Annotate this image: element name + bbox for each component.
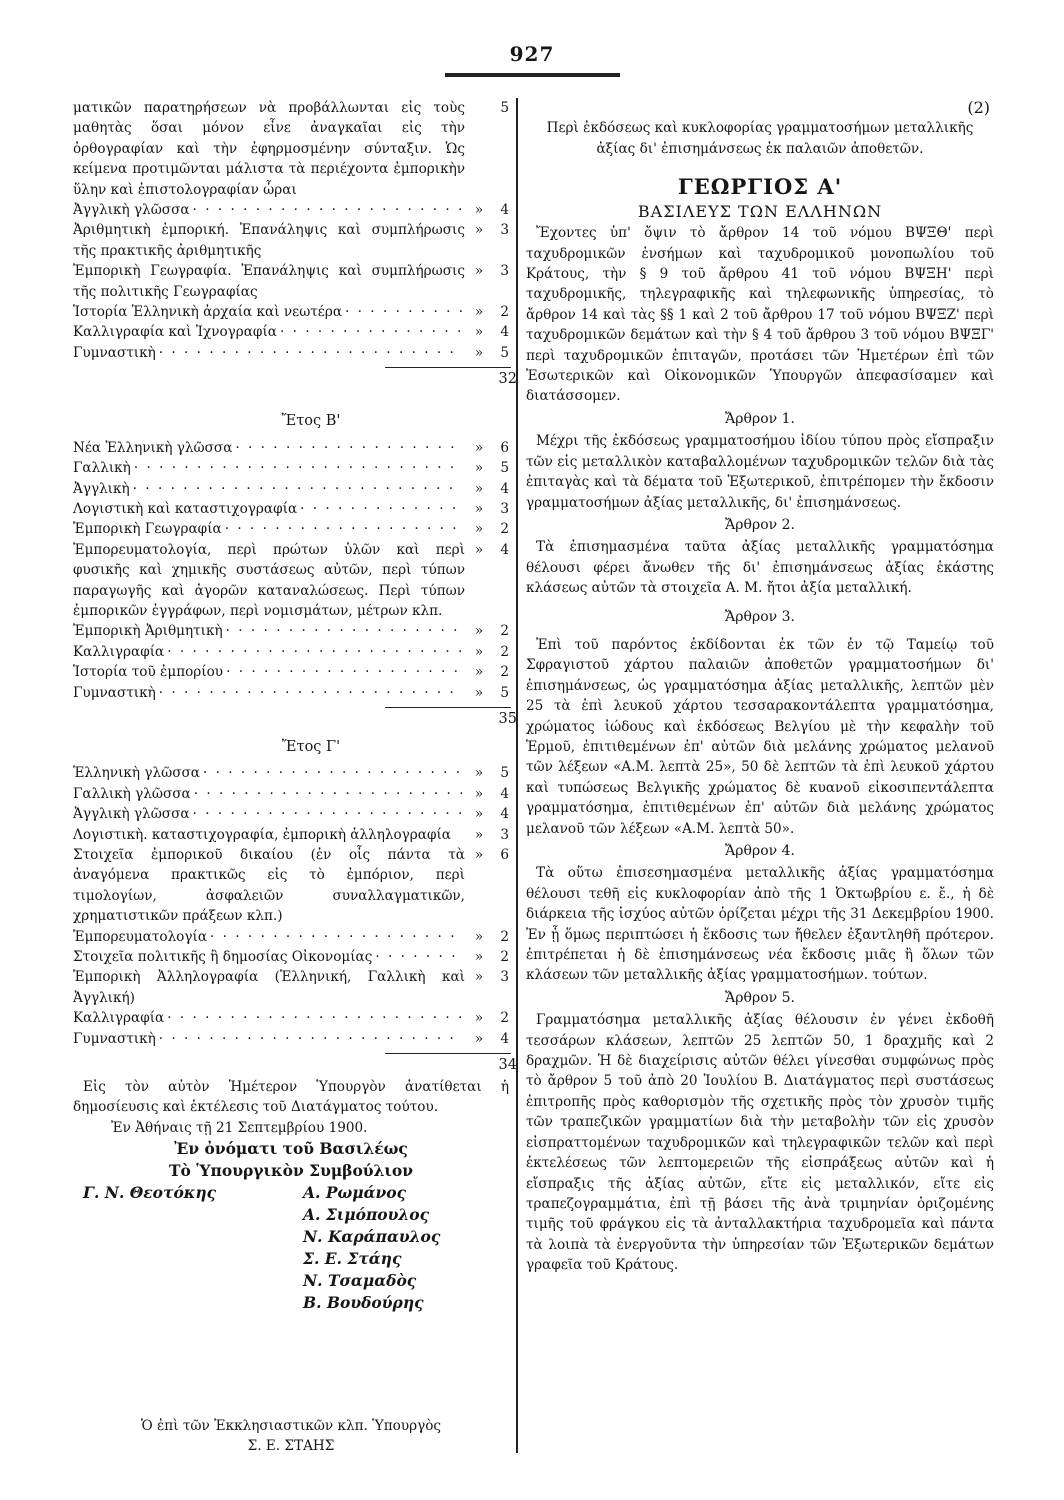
subject-hours: 4 bbox=[500, 806, 509, 823]
ditto-mark: » bbox=[474, 684, 484, 701]
header-rule bbox=[445, 73, 620, 77]
right-column bbox=[526, 98, 994, 1276]
year-b-total bbox=[73, 703, 517, 731]
leader-dots bbox=[280, 322, 462, 342]
subject-label: Ἑλληνικὴ γλῶσσα bbox=[73, 765, 200, 782]
closing-paragraph: Εἰς τὸν αὐτὸν Ἡμέτερον Ὑπουργὸν ἀνατίθεται ἡ δημοσίευσις καὶ ἐκτέλεσις τοῦ Διατάγματος τούτου. bbox=[73, 1079, 509, 1116]
year-c-total bbox=[73, 1049, 517, 1077]
ditto-mark: » bbox=[474, 928, 484, 945]
ditto-mark: » bbox=[474, 949, 484, 966]
decree-date: Ἐν Ἀθήναις τῇ 21 Σεπτεμβρίου 1900. bbox=[111, 1119, 368, 1136]
subject-row bbox=[73, 519, 509, 539]
leader-dots bbox=[225, 519, 462, 539]
minister-name: Α. Σιμόπουλος bbox=[303, 1205, 430, 1225]
subject-hours: 3 bbox=[500, 500, 509, 517]
subject-row bbox=[73, 302, 509, 322]
ditto-mark: » bbox=[474, 765, 484, 782]
subject-label: Ἀγγλικὴ γλῶσσα bbox=[73, 202, 190, 219]
subject-row bbox=[73, 927, 509, 947]
leader-dots bbox=[226, 662, 462, 682]
article-5-title: Ἄρθρον 5. bbox=[725, 989, 795, 1006]
ditto-mark: » bbox=[474, 847, 484, 863]
subject-hours: 3 bbox=[500, 222, 509, 239]
leader-dots bbox=[345, 302, 462, 322]
intro-hours: 5 bbox=[500, 100, 509, 116]
subject-hours: 4 bbox=[500, 1030, 509, 1047]
article-4-text: Τὰ οὕτω ἐπισεσημασμένα μεταλλικῆς ἀξίας γραμματόσημα θέλουσι τεθῆ εἰς κυκλοφορίαν ἀπὸ τῆς 1 Ὀκτωβρίου ε. ἔ., ἡ δὲ διάρκεια τῆς ἰσχύος αὐτῶν ὁρίζεται μέχρι τῆς 31 Δεκεμβρίου 1900. Ἐν ᾗ ὅμως περιπτώσει ἡ ἔκδοσις των ἤθελεν ἐξαντληθῆ πρότερον. ἐπιτρέπεται ἡ δὲ ἐπισημάνσεως νέα ἔκδοσις μιᾶς ἢ ὅλων τῶν κλάσεων τῶν μεταλλικῆς ἀξίας γραμματοσήμων. τούτων. bbox=[526, 865, 994, 984]
ditto-mark: » bbox=[474, 439, 484, 456]
subject-hours: 2 bbox=[500, 928, 509, 945]
subject-hours: 2 bbox=[500, 643, 509, 660]
ditto-mark: » bbox=[474, 806, 484, 823]
year-a-total bbox=[73, 363, 517, 391]
subject-hours: 5 bbox=[500, 684, 509, 701]
subject-row bbox=[73, 200, 509, 220]
footer-line-2: Σ. Ε. ΣΤΑΗΣ bbox=[247, 1438, 335, 1454]
subject-row bbox=[73, 479, 509, 499]
article-4-title: Ἄρθρον 4. bbox=[725, 843, 795, 859]
year-b-title: Ἔτος Β' bbox=[281, 413, 341, 430]
leader-dots bbox=[375, 947, 462, 967]
subject-hours: 4 bbox=[500, 541, 509, 558]
subject-row bbox=[73, 947, 509, 967]
leader-dots bbox=[159, 1029, 462, 1049]
ditto-mark: » bbox=[474, 969, 484, 986]
subject-label: Ἐμπορικὴ Ἀριθμητικὴ bbox=[73, 623, 223, 640]
subject-hours: 2 bbox=[500, 304, 509, 321]
subject-hours: 5 bbox=[500, 344, 509, 361]
subject-label: Λογιστικὴ καὶ καταστιχογραφία bbox=[73, 500, 298, 517]
subject-label: Στοιχεῖα πολιτικῆς ἢ δημοσίας Οἰκονομίας bbox=[73, 949, 373, 966]
leader-dots bbox=[193, 200, 462, 220]
leader-dots bbox=[300, 499, 462, 519]
article-1-title: Ἄρθρον 1. bbox=[725, 410, 795, 427]
king-name: ΓΕΩΡΓΙΟΣ Α' bbox=[677, 174, 843, 200]
leader-dots bbox=[193, 804, 462, 824]
ditto-mark: » bbox=[474, 785, 484, 802]
subject-label: Ἱστορία Ἑλληνικὴ ἀρχαία καὶ νεωτέρα bbox=[73, 304, 343, 321]
ditto-mark: » bbox=[474, 344, 484, 361]
subject-label: Καλλιγραφία καὶ Ἰχνογραφία bbox=[73, 324, 277, 341]
article-5-text: Γραμματόσημα μεταλλικῆς ἀξίας θέλουσιν ἐν γένει ἐκδοθῆ τεσσάρων κλάσεων, λεπτῶν 25 λεπτῶν 50, 1 δραχμῆς καὶ 2 δραχμῶν. Ἡ δὲ διαχείρισις αὐτῶν θέλει γίνεσθαι συμφώνως πρὸς τὸ ἄρθρον 5 τοῦ ἀπὸ 20 Ἰουλίου Β. Διατάγματος περὶ συστάσεως ἐπιτροπῆς πρὸς καθορισμὸν τῆς σχετικῆς πρὸς τὸν χρυσὸν τιμῆς τῶν τραπεζικῶν γραμματίων διὰ τὴν μεταβολὴν τῶν εἰς χρυσὸν εἰσπραττομένων ταχυδρομικῶν καὶ τηλεγραφικῶν τελῶν καὶ περὶ ἐκτελέσεως τῶν λεπτομερειῶν τῆς εἰσπράξεως αὐτῶν καὶ ἡ εἴσπραξις τῆς ἀξίας αὐτῶν, εἴτε εἰς μεταλλικόν, εἴτε εἰς τραπεζογραμμάτια, ἐπὶ τῇ βάσει τῆς ἀνὰ τριμηνίαν ὁριζομένης τιμῆς τοῦ φράγκου εἰς τὰ ἀνταλλακτήρια ταχυδρομεῖα καὶ πάντα τὰ λοιπὰ τὰ ἐνεργοῦντα τὴν ὑπηρεσίαν τῶν Ἐξωτερικῶν δεμάτων γραφεῖα τοῦ Κράτους. bbox=[526, 1012, 994, 1274]
subject-label: Καλλιγραφία bbox=[73, 643, 165, 660]
subject-hours: 3 bbox=[500, 826, 509, 843]
subject-row bbox=[73, 438, 509, 458]
subject-label: Γαλλικὴ bbox=[73, 460, 131, 477]
ditto-mark: » bbox=[474, 1010, 484, 1027]
leader-dots bbox=[210, 927, 462, 947]
minister-name: Σ. Ε. Στάης bbox=[303, 1249, 402, 1269]
subject-label: Ἐμπορικὴ Ἀλληλογραφία (Ἑλληνική, Γαλλικὴ καὶ Ἀγγλική) bbox=[73, 969, 465, 1006]
subject-row bbox=[73, 763, 509, 783]
leader-dots bbox=[159, 343, 462, 363]
decree-number: (2) bbox=[967, 98, 990, 117]
subject-hours: 2 bbox=[500, 949, 509, 966]
ditto-mark: » bbox=[474, 460, 484, 477]
leader-dots bbox=[235, 438, 462, 458]
subject-label: Ἱστορία τοῦ ἐμπορίου bbox=[73, 664, 224, 681]
subject-row bbox=[73, 499, 509, 519]
subject-label: Στοιχεῖα ἐμπορικοῦ δικαίου (ἐν οἷς πάντα τὰ ἀναγόμενα πρακτικῶς εἰς τὸ ἐμπόριον, περὶ τιμολογίων, ἀσφαλειῶν συναλλαγματικῶν, χρηματιστικῶν πράξεων κλπ.) bbox=[73, 847, 465, 925]
ditto-mark: » bbox=[474, 500, 484, 517]
subject-hours: 2 bbox=[500, 1010, 509, 1027]
intro-row bbox=[73, 98, 509, 200]
subject-label: Γυμναστικὴ bbox=[73, 684, 156, 701]
subject-label: Ἐμπορικὴ Γεωγραφία. Ἐπανάληψις καὶ συμπλήρωσις τῆς πολιτικῆς Γεωγραφίας bbox=[73, 263, 465, 300]
subject-row bbox=[73, 642, 509, 662]
subject-row bbox=[73, 1029, 509, 1049]
ditto-mark: » bbox=[474, 521, 484, 538]
subject-label: Γυμναστικὴ bbox=[73, 344, 156, 361]
subject-hours: 2 bbox=[500, 521, 509, 538]
year-c-subjects bbox=[73, 763, 509, 1049]
year-c-title: Ἔτος Γ' bbox=[281, 738, 341, 755]
leader-dots bbox=[134, 458, 462, 478]
minister-name: Ν. Καράπαυλος bbox=[303, 1227, 441, 1247]
leader-dots bbox=[226, 621, 462, 641]
article-2-text: Τὰ ἐπισημασμένα ταῦτα ἀξίας μεταλλικῆς γραμματόσημα θέλουσι φέρει ἄνωθεν τῆς δι' ἐπισημάνσεως ἀξίας ἑκάστης κλάσεως αὐτῶν τὰ στοιχεῖα Α. Μ. ἤτοι ἀξία μεταλλική. bbox=[526, 539, 994, 597]
column-divider bbox=[516, 98, 518, 1453]
subject-hours: 6 bbox=[500, 847, 509, 863]
subject-hours: 3 bbox=[500, 969, 509, 986]
ditto-mark: » bbox=[474, 623, 484, 640]
subject-row bbox=[73, 458, 509, 478]
left-column bbox=[73, 98, 517, 1314]
footer-line-1: Ὁ ἐπὶ τῶν Ἐκκλησιαστικῶν κλπ. Ὑπουργὸς bbox=[140, 1418, 442, 1434]
subject-row bbox=[73, 784, 509, 804]
subject-hours: 2 bbox=[500, 623, 509, 640]
preamble: Ἔχοντες ὑπ' ὄψιν τὸ ἄρθρον 14 τοῦ νόμου ΒΨΞΘ' περὶ ταχυδρομικῶν ἐνσήμων καὶ ταχυδρομικοῦ μονοπωλίου τοῦ Κράτους, τὴν § 9 τοῦ ἄρθρου 41 τοῦ νόμου ΒΨΞΗ' περὶ ταχυδρομικῆς, τηλεγραφικῆς καὶ τηλεφωνικῆς ὑπηρεσίας, τὸ ἄρθρον 14 καὶ τὰς §§ 1 καὶ 2 τοῦ ἄρθρου 17 τοῦ νόμου ΒΨΞΖ' περὶ ταχυδρομικῶν δεμάτων καὶ τὴν § 4 τοῦ ἄρθρου 3 τοῦ νόμου ΒΨΞΓ' περὶ ταχυδρομικῶν ἐπιταγῶν, προτάσει τῶν Ἡμετέρων ἐπὶ τῶν Ἐσωτερικῶν καὶ Οἰκονομικῶν Ὑπουργῶν ἀπεφασίσαμεν καὶ διατάσσομεν. bbox=[526, 225, 994, 405]
article-1-text: Μέχρι τῆς ἐκδόσεως γραμματοσήμου ἰδίου τύπου πρὸς εἴσπραξιν τῶν εἰς μεταλλικὸν καταβαλλομένων ταχυδρομικῶν τελῶν διὰ τὰς ἐπιταγὰς καὶ τὰ δέματα τοῦ Ἐξωτερικοῦ, ἐπιτρέπομεν τὴν ἔκδοσιν γραμματοσήμων ἀξίας μεταλλικῆς, δι' ἐπισημάνσεως. bbox=[526, 433, 994, 511]
subject-label: Γυμναστικὴ bbox=[73, 1030, 156, 1047]
subject-hours: 5 bbox=[500, 460, 509, 477]
ditto-mark: » bbox=[474, 222, 484, 239]
subject-label: Ἐμπορευματολογία bbox=[73, 928, 207, 945]
ministers-block bbox=[73, 1182, 509, 1314]
minister-prime: Γ. Ν. Θεοτόκης bbox=[83, 1183, 217, 1203]
minister-list bbox=[273, 1182, 440, 1314]
subject-row bbox=[73, 804, 509, 824]
subject-label: Νέα Ἑλληνικὴ γλῶσσα bbox=[73, 439, 233, 456]
king-title: ΒΑΣΙΛΕΥΣ ΤΩΝ ΕΛΛΗΝΩΝ bbox=[637, 202, 883, 222]
leader-dots bbox=[203, 763, 462, 783]
signature-line-1: Ἐν ὀνόματι τοῦ Βασιλέως bbox=[174, 1139, 408, 1159]
year-b-subjects bbox=[73, 438, 509, 703]
subject-row bbox=[73, 220, 509, 261]
subject-label: Ἐμπορευματολογία, περὶ πρώτων ὑλῶν καὶ περὶ φυσικῆς καὶ χημικῆς συστάσεως αὐτῶν, περὶ τύπων παραγωγῆς καὶ ἀγορῶν καταναλώσεως. Περὶ τύπων ἐμπορικῶν ἐγγράφων, περὶ νομισμάτων, μέτρων κλπ. bbox=[73, 541, 465, 619]
subject-hours: 6 bbox=[500, 439, 509, 456]
subject-label: Ἀγγλικὴ bbox=[73, 480, 130, 497]
subject-row bbox=[73, 343, 509, 363]
ditto-mark: » bbox=[474, 643, 484, 660]
minister-name: Α. Ρωμάνος bbox=[303, 1183, 407, 1203]
subject-row bbox=[73, 1008, 509, 1028]
page-number: 927 bbox=[509, 42, 555, 66]
subject-label: Λογιστικὴ. καταστιχογραφία, ἐμπορικὴ ἀλληλογραφία bbox=[73, 826, 451, 843]
ditto-mark: » bbox=[474, 1030, 484, 1047]
subject-row bbox=[73, 621, 509, 641]
subject-row bbox=[73, 540, 509, 622]
article-3-text: Ἐπὶ τοῦ παρόντος ἐκδίδονται ἐκ τῶν ἐν τῷ Ταμείῳ τοῦ Σφραγιστοῦ χάρτου παλαιῶν ἀποθετῶν γραμματοσήμων δι' ἐπισημάνσεως, ὡς γραμματόσημα ἀξίας μεταλλικῆς, λεπτῶν μὲν 25 τὰ ἐπὶ λευκοῦ χάρτου τεσσαρακοντάλεπτα γραμματόσημα, χρώματος ἰώδους καὶ ἐκδόσεως Βελγίου μὲ τὴν κεφαλὴν τοῦ Ἑρμοῦ, ἐπιτιθεμένων ἐπ' αὐτῶν διὰ μελάνης χρώματος μελανοῦ τῶν λέξεων «Α.Μ. λεπτὰ 25», 50 δὲ λεπτῶν τὰ ἐπὶ λευκοῦ χάρτου καὶ τυπώσεως Βελγικῆς χρώματος δὲ κυανοῦ εἰκοσιπεντάλεπτα γραμματόσημα, ἐπιτιθεμένων ἐπ' αὐτῶν διὰ μελάνης χρώματος μελανοῦ τῶν λέξεων «Α.Μ. λεπτὰ 50». bbox=[526, 636, 994, 837]
signature-line-2: Τὸ Ὑπουργικὸν Συμβούλιον bbox=[168, 1161, 414, 1181]
subject-label: Καλλιγραφία bbox=[73, 1010, 165, 1027]
ditto-mark: » bbox=[474, 263, 484, 280]
subject-label: Ἐμπορικὴ Γεωγραφία bbox=[73, 521, 222, 538]
subject-hours: 4 bbox=[500, 324, 509, 341]
minister-name: Ν. Τσαμαδὸς bbox=[303, 1271, 417, 1291]
ditto-mark: » bbox=[474, 324, 484, 341]
ditto-mark: » bbox=[474, 304, 484, 321]
subject-hours: 4 bbox=[500, 480, 509, 497]
subject-hours: 4 bbox=[500, 202, 509, 219]
subject-row bbox=[73, 683, 509, 703]
subject-hours: 4 bbox=[500, 785, 509, 802]
subject-row bbox=[73, 662, 509, 682]
ditto-mark: » bbox=[474, 826, 484, 843]
intro-text: ματικῶν παρατηρήσεων νὰ προβάλλωνται εἰς τοὺς μαθητὰς ὅσαι μόνον εἶνε ἀναγκαῖαι εἰς τὴν ὀρθογραφίαν καὶ τὴν ἐφηρμοσμένην σύνταξιν. Ὡς κείμενα προτιμῶνται μάλιστα τὰ περιέχοντα ἐμπορικὴν ὕλην καὶ ἐπιστολογραφίαν ὧραι bbox=[73, 100, 465, 198]
leader-dots bbox=[194, 784, 462, 804]
subject-row bbox=[73, 261, 509, 302]
year-a-subjects bbox=[73, 200, 509, 363]
ditto-mark: » bbox=[474, 202, 484, 219]
minister-name: Β. Βουδούρης bbox=[303, 1293, 424, 1313]
subject-hours: 3 bbox=[500, 263, 509, 280]
ditto-mark: » bbox=[474, 664, 484, 681]
decree-title: Περὶ ἐκδόσεως καὶ κυκλοφορίας γραμματοσήμων μεταλλικῆς ἀξίας δι' ἐπισημάνσεως ἐκ παλαιῶν ἀποθετῶν. bbox=[546, 120, 974, 157]
leader-dots bbox=[133, 479, 462, 499]
ditto-mark: » bbox=[474, 541, 484, 558]
subject-row bbox=[73, 322, 509, 342]
subject-label: Ἀγγλικὴ γλῶσσα bbox=[73, 806, 190, 823]
total-hours: 35 bbox=[498, 710, 517, 727]
subject-row bbox=[73, 845, 509, 927]
leader-dots bbox=[167, 1008, 462, 1028]
article-3-title: Ἄρθρον 3. bbox=[725, 608, 795, 625]
total-hours: 32 bbox=[498, 371, 517, 388]
leader-dots bbox=[167, 642, 462, 662]
subject-row bbox=[73, 967, 509, 1008]
ditto-mark: » bbox=[474, 480, 484, 497]
total-hours: 34 bbox=[498, 1057, 517, 1074]
leader-dots bbox=[159, 683, 462, 703]
subject-hours: 2 bbox=[500, 664, 509, 681]
subject-label: Ἀριθμητικὴ ἐμπορική. Ἐπανάληψις καὶ συμπλήρωσις τῆς πρακτικῆς ἀριθμητικῆς bbox=[73, 222, 465, 259]
subject-hours: 5 bbox=[500, 765, 509, 782]
article-2-title: Ἄρθρον 2. bbox=[725, 516, 795, 533]
subject-row bbox=[73, 825, 509, 845]
subject-label: Γαλλικὴ γλῶσσα bbox=[73, 785, 191, 802]
